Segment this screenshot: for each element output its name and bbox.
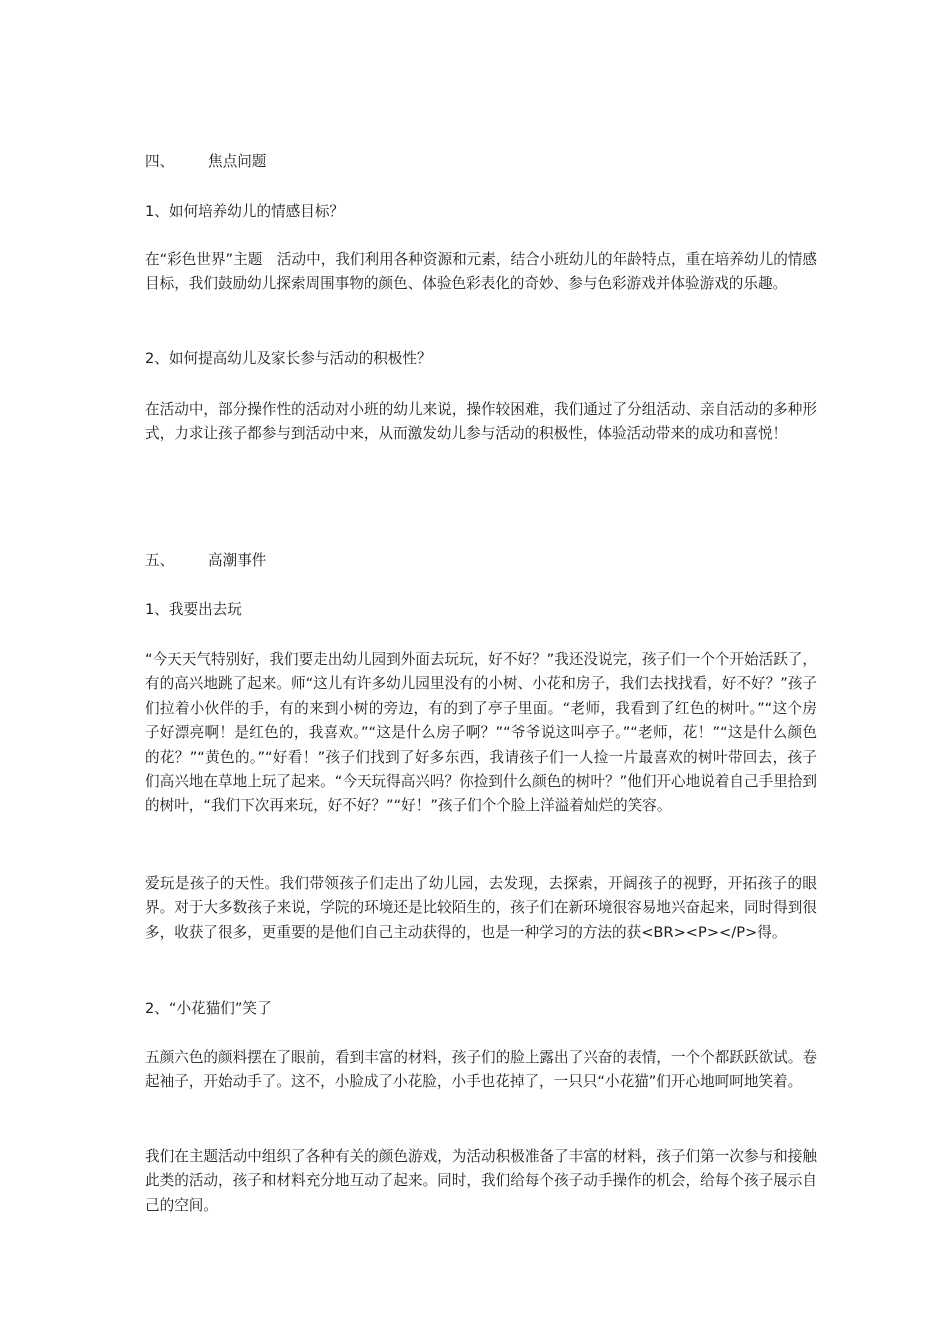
section-5-number: 五、 bbox=[145, 552, 175, 569]
event-1-title: 1、我要出去玩 bbox=[145, 601, 242, 618]
section-4-title: 焦点问题 bbox=[208, 153, 267, 170]
section-4-number: 四、 bbox=[145, 153, 175, 170]
question-2-body: 在活动中，部分操作性的活动对小班的幼儿来说，操作较困难，我们通过了分组活动、亲自活动的多种形式，力求让孩子都参与到活动中来，从而激发幼儿参与活动的积极性，体验活动带来的成功和喜悦！ bbox=[145, 401, 817, 443]
section-4-heading bbox=[145, 150, 817, 174]
event-1-story: “今天天气特别好，我们要走出幼儿园到外面去玩玩，好不好？”我还没说完，孩子们一个个开始活跃了，有的高兴地跳了起来。师“这儿有许多幼儿园里没有的小树、小花和房子，我们去找找看，好不好？”孩子们拉着小伙伴的手，有的来到小树的旁边，有的到了亭子里面。“老师，我看到了红色的树叶。”“这个房子好漂亮啊！是红色的，我喜欢。”“这是什么房子啊？”“爷爷说这叫亭子。”“老师，花！”“这是什么颜色的花？”“黄色的。”“好看！”孩子们找到了好多东西，我请孩子们一人捡一片最喜欢的树叶带回去，孩子们高兴地在草地上玩了起来。“今天玩得高兴吗？你捡到什么颜色的树叶？”他们开心地说着自己手里拾到的树叶，“我们下次再来玩，好不好？”“好！”孩子们个个脸上洋溢着灿烂的笑容。 bbox=[145, 651, 817, 815]
event-2-title: 2、“小花猫们”笑了 bbox=[145, 1000, 272, 1017]
question-1-title: 1、如何培养幼儿的情感目标？ bbox=[145, 203, 345, 220]
section-5-title: 高潮事件 bbox=[208, 552, 267, 569]
question-2-title: 2、如何提高幼儿及家长参与活动的积极性？ bbox=[145, 350, 432, 367]
event-2-story: 五颜六色的颜料摆在了眼前，看到丰富的材料，孩子们的脸上露出了兴奋的表情，一个个都跃跃欲试。卷起袖子，开始动手了。这不，小脸成了小花脸，小手也花掉了，一只只“小花猫”们开心地呵呵地笑着。 bbox=[145, 1049, 817, 1091]
event-1-reflection: 爱玩是孩子的天性。我们带领孩子们走出了幼儿园，去发现，去探索，开阔孩子的视野，开拓孩子的眼界。对于大多数孩子来说，学院的环境还是比较陌生的，孩子们在新环境很容易地兴奋起来，同时得到很多，收获了很多，更重要的是他们自己主动获得的，也是一种学习的方法的获<BR><P></P>得。 bbox=[145, 875, 817, 941]
event-2-reflection: 我们在主题活动中组织了各种有关的颜色游戏，为活动积极准备了丰富的材料，孩子们第一次参与和接触此类的活动，孩子和材料充分地互动了起来。同时，我们给每个孩子动手操作的机会，给每个孩子展示自己的空间。 bbox=[145, 1148, 817, 1214]
section-5-heading bbox=[145, 549, 817, 573]
question-1-body: 在“彩色世界”主题 活动中，我们利用各种资源和元素，结合小班幼儿的年龄特点，重在培养幼儿的情感目标，我们鼓励幼儿探索周围事物的颜色、体验色彩表化的奇妙、参与色彩游戏并体验游戏的乐趣。 bbox=[145, 251, 817, 293]
